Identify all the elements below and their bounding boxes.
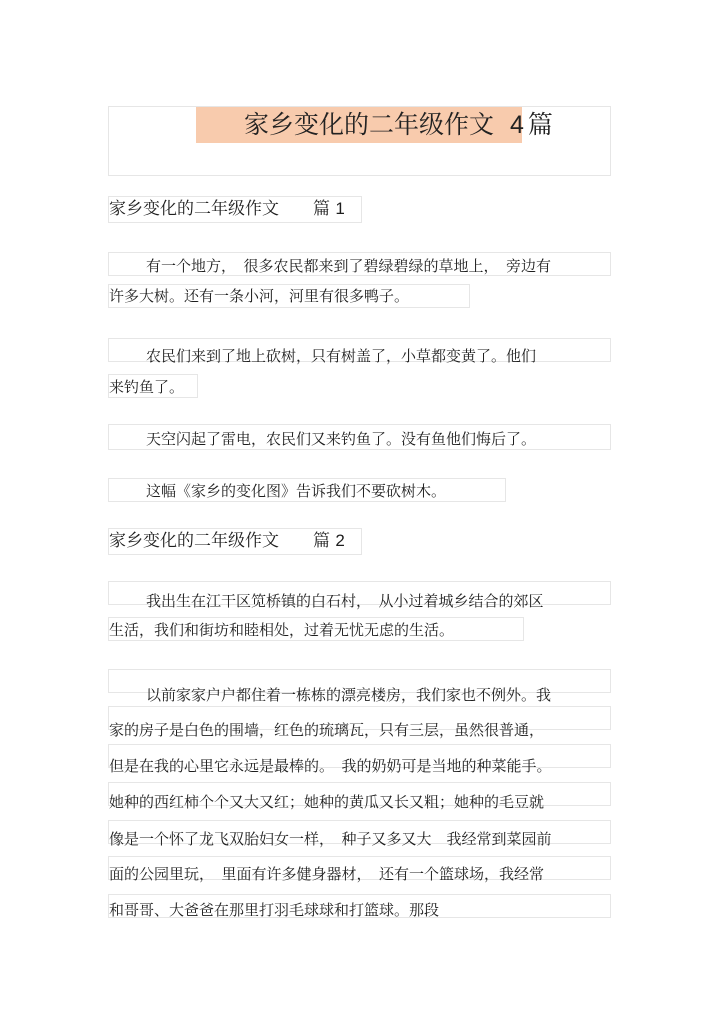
paragraph-line: 生活，我们和街坊和睦相处，过着无忧无虑的生活。 [109,621,455,639]
paragraph-line: 来钓鱼了。 [109,378,185,396]
paragraph-line: 我出生在江干区笕桥镇的白石村， 从小过着城乡结合的郊区 [146,592,544,610]
paragraph-line: 天空闪起了雷电，农民们又来钓鱼了。没有鱼他们悔后了。 [146,430,537,448]
title-text: 家乡变化的二年级作文 [244,110,495,139]
title-count: 4 [509,111,524,139]
paragraph-line: 但是在我的心里它永远是最棒的。 我的奶奶可是当地的种菜能手。 [109,757,552,775]
paragraph-line: 她种的西红柿个个又大又红；她种的黄瓜又长又粗；她种的毛豆就 [109,793,545,811]
section-1-heading [109,198,345,220]
paragraph-line: 农民们来到了地上砍树，只有树盖了，小草都变黄了。他们 [146,347,537,365]
section-2-heading [109,530,345,552]
document-title [244,108,553,142]
paragraph-line: 这幅《家乡的变化图》告诉我们不要砍树木。 [146,482,447,500]
section-heading-number: 1 [335,199,345,218]
section-heading-text: 家乡变化的二年级作文 [109,199,279,219]
paragraph-line: 面的公园里玩， 里面有许多健身器材， 还有一个篮球场，我经常 [109,865,545,883]
section-heading-text: 家乡变化的二年级作文 [109,531,279,551]
title-unit: 篇 [527,110,553,139]
paragraph-line: 有一个地方， 很多农民都来到了碧绿碧绿的草地上， 旁边有 [146,257,552,275]
paragraph-line: 家的房子是白色的围墙，红色的琉璃瓦，只有三层，虽然很普通， [109,721,545,739]
section-heading-label: 篇 [313,531,330,551]
section-heading-label: 篇 [313,199,330,219]
paragraph-line: 许多大树。还有一条小河，河里有很多鸭子。 [109,287,410,305]
section-heading-number: 2 [335,531,345,550]
paragraph-line: 以前家家户户都住着一栋栋的漂亮楼房，我们家也不例外。我 [146,686,552,704]
paragraph-line: 和哥哥、大爸爸在那里打羽毛球球和打篮球。那段 [109,901,440,919]
paragraph-line: 像是一个怀了龙飞双胎妇女一样， 种子又多又大 我经常到菜园前 [109,830,552,848]
